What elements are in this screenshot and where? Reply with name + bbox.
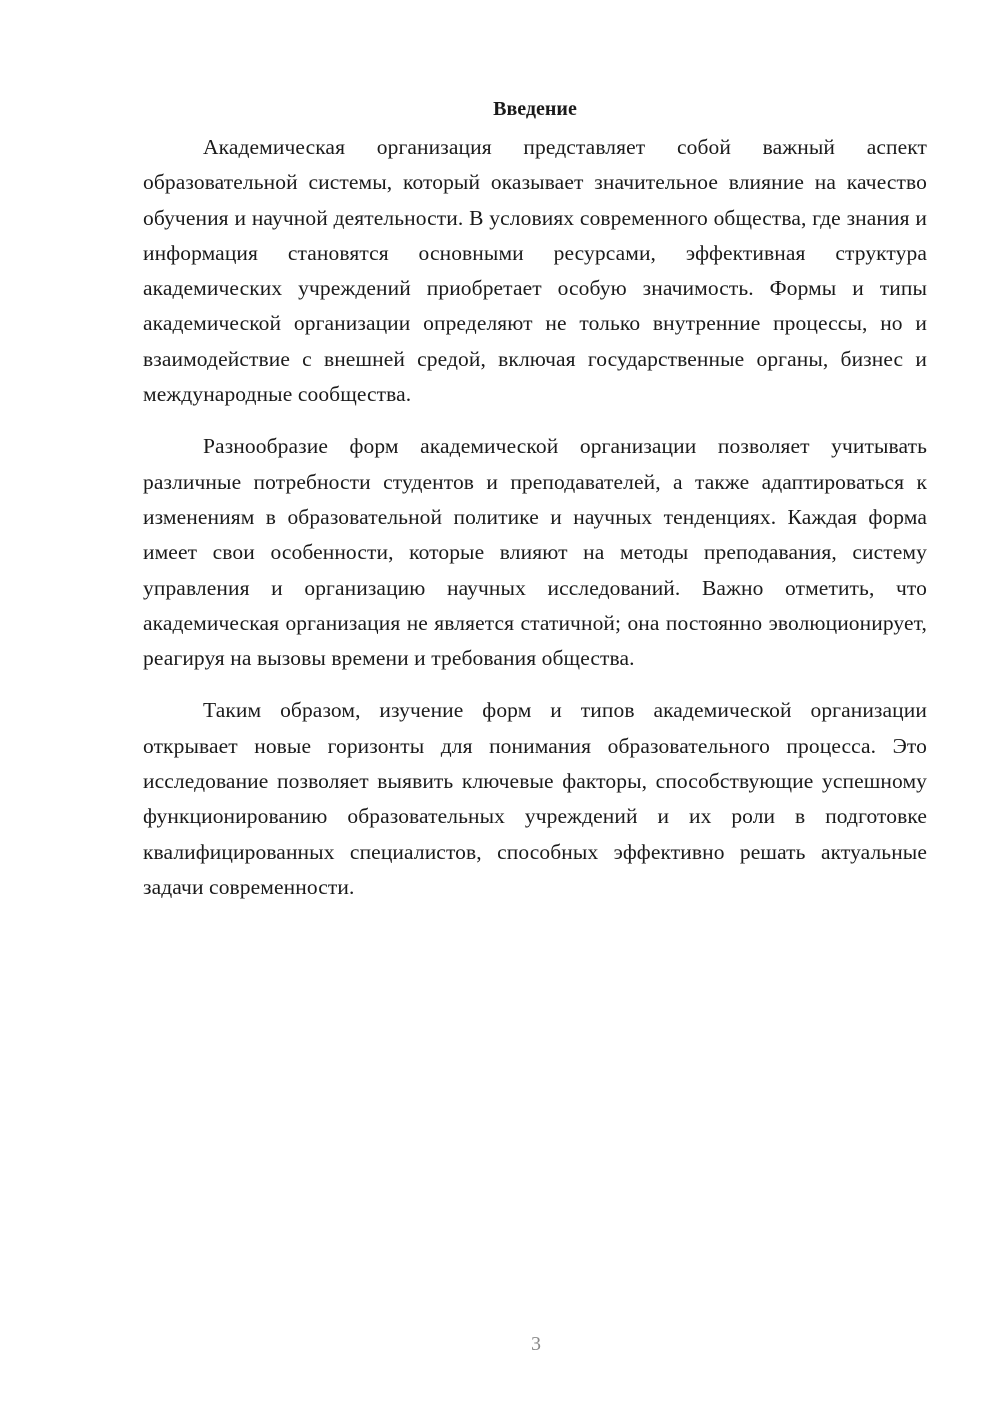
paragraph-2: Разнообразие форм академической организации позволяет учитывать различные потребности студентов и преподавателей, а также адаптироваться к изменениям в образовательной политике и научных тенденциях. Каждая форма имеет свои особенности, которые влияют на методы преподавания, систему управления и организацию научных исследований. Важно отметить, что академическая организация не является статичной; она постоянно эволюционирует, реагируя на вызовы времени и требования общества. [143,434,927,671]
paragraph-3: Таким образом, изучение форм и типов академической организации открывает новые горизонты для понимания образовательного процесса. Это исследование позволяет выявить ключевые факторы, способствующие успешному функционированию образовательных учреждений и их роли в подготовке квалифицированных специалистов, способных эффективно решать актуальные задачи современности. [143,698,927,899]
page-content [143,92,927,922]
page-number: 3 [531,1333,541,1355]
section-title: Введение [493,98,577,120]
paragraph-1: Академическая организация представляет собой важный аспект образовательной системы, который оказывает значительное влияние на качество обучения и научной деятельности. В условиях современного общества, где знания и информация становятся основными ресурсами, эффективная структура академических учреждений приобретает особую значимость. Формы и типы академической организации определяют не только внутренние процессы, но и взаимодействие с внешней средой, включая государственные органы, бизнес и международные сообщества. [143,135,927,407]
